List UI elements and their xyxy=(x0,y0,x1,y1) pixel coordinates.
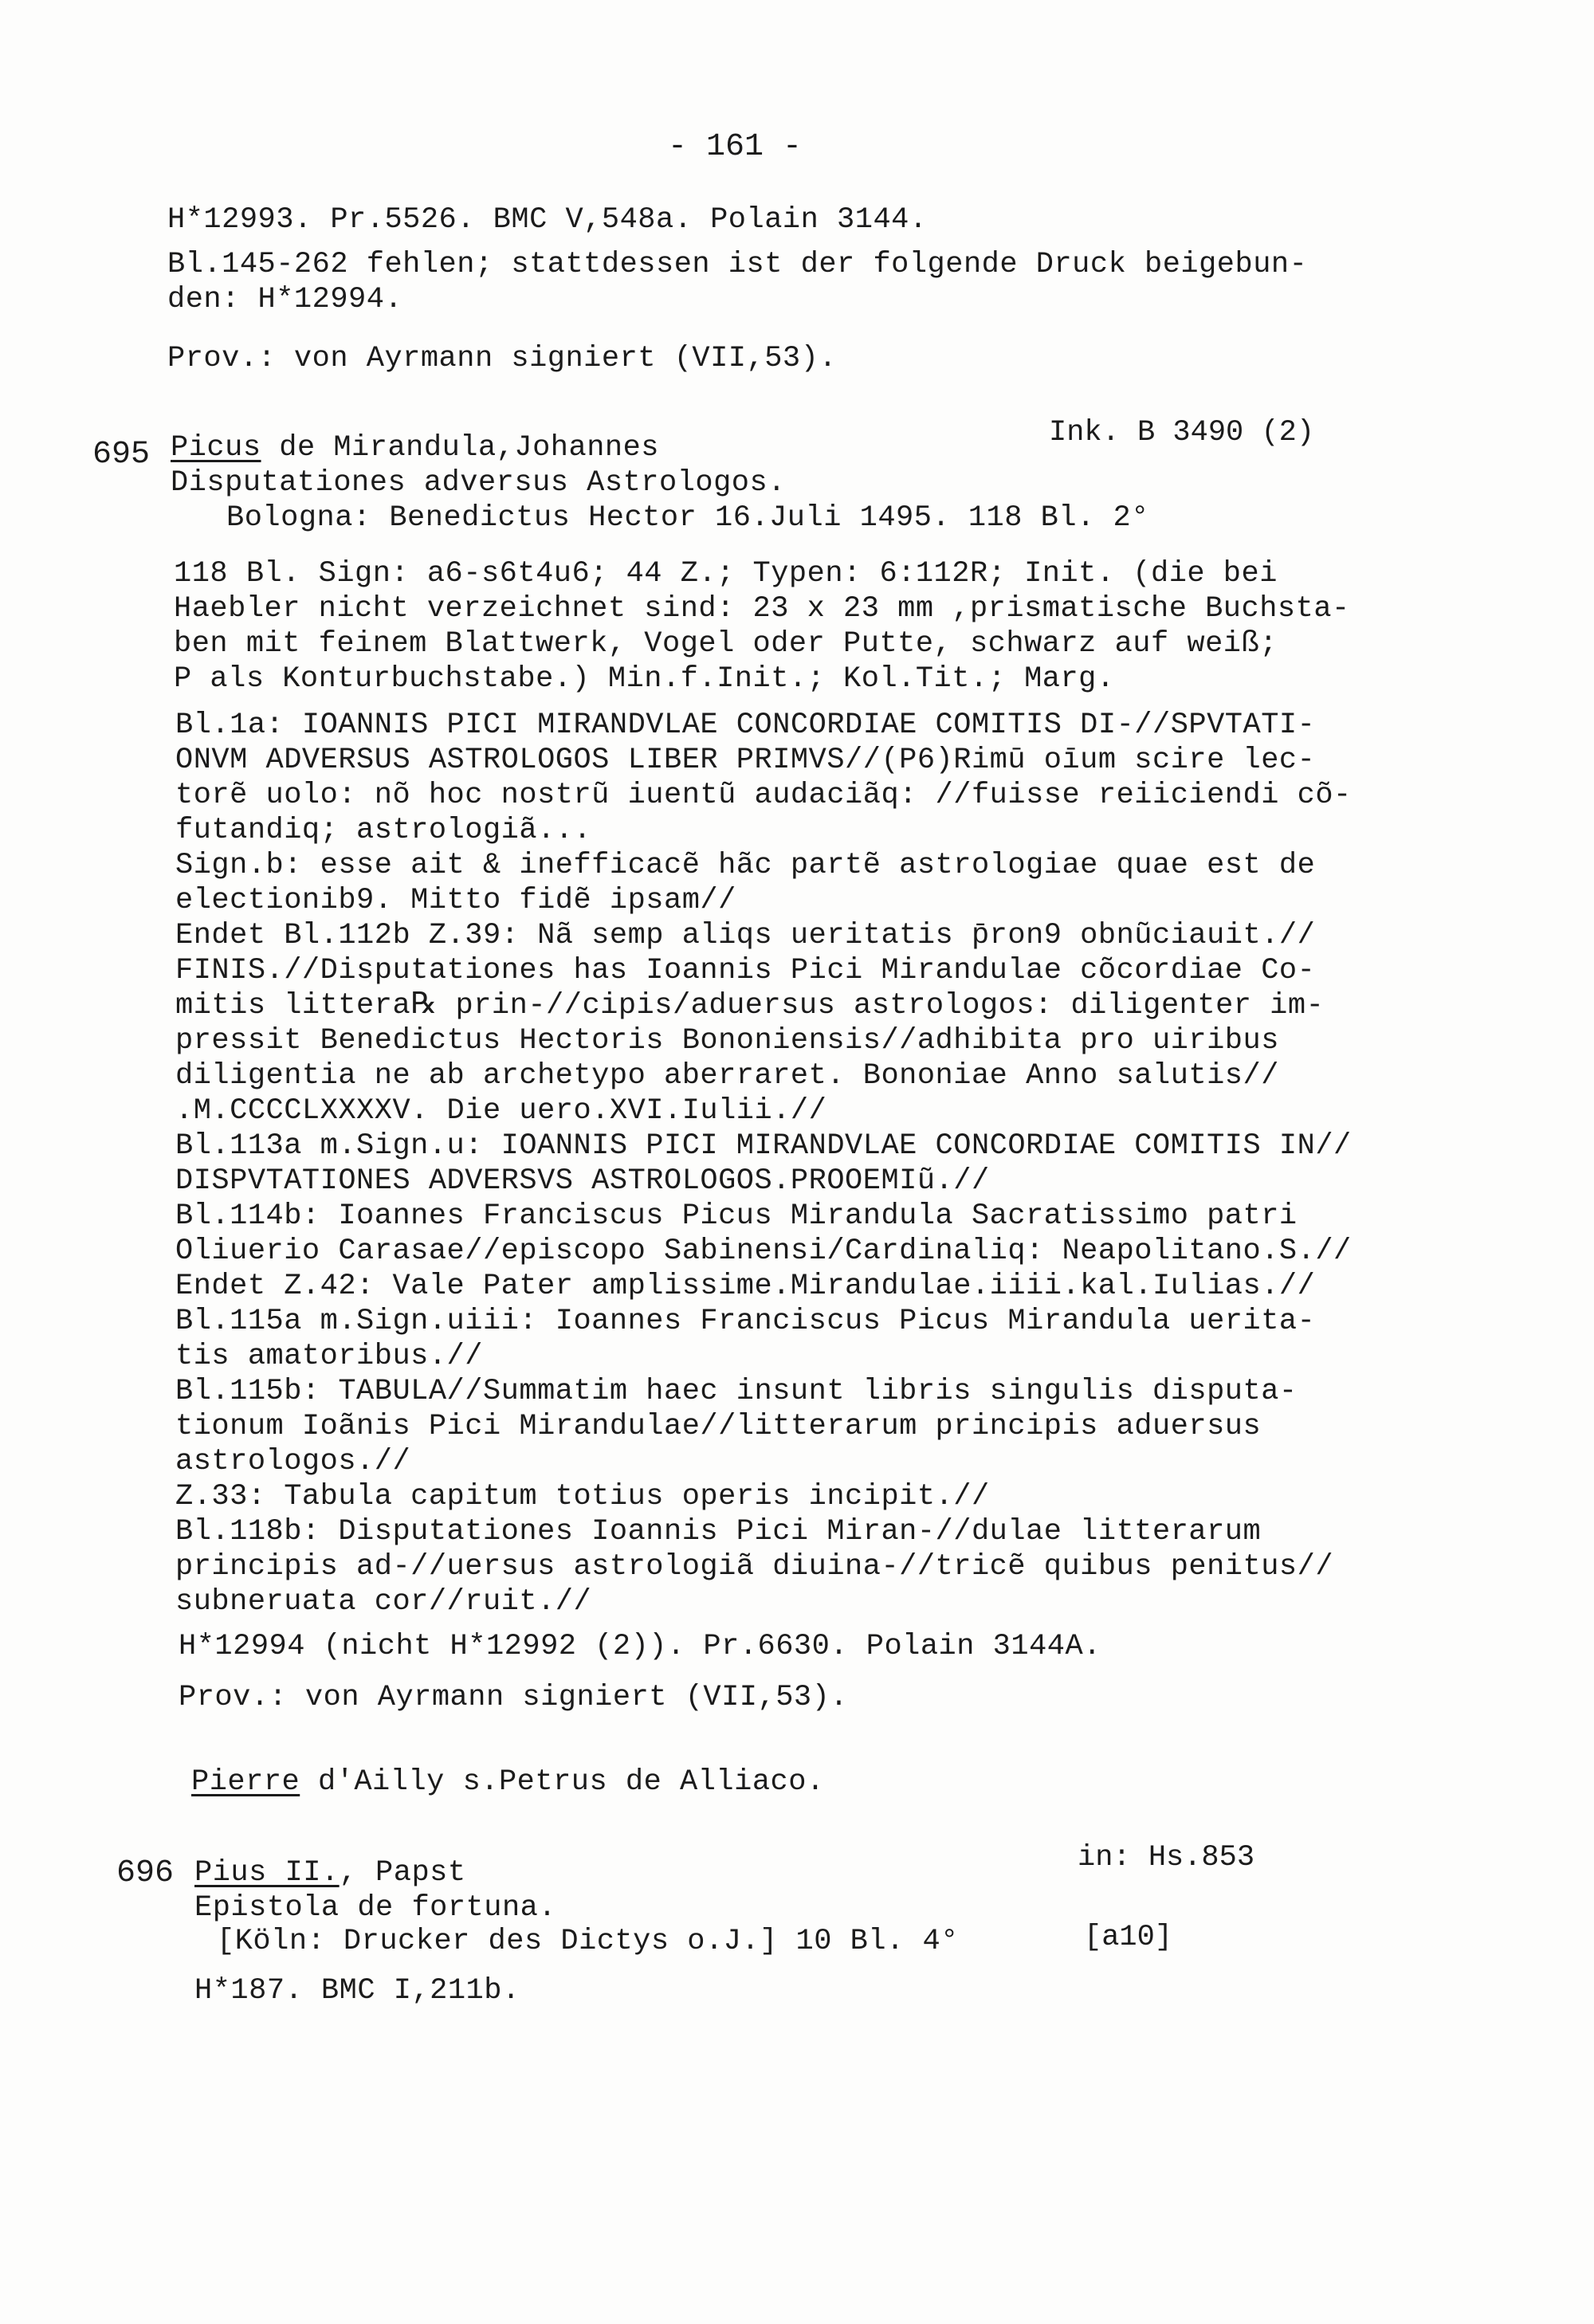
description-line: ben mit feinem Blattwerk, Vogel oder Putte, schwarz auf weiß; xyxy=(174,627,1278,661)
imprint: [Köln: Drucker des Dictys o.J.] 10 Bl. 4° xyxy=(217,1925,959,1958)
transcription-line: mitis littera℞ prin-//cipis/aduersus astrologos: diligenter im- xyxy=(175,989,1325,1023)
cross-ref-rest: d'Ailly s.Petrus de Alliaco. xyxy=(300,1765,825,1799)
description-line: P als Konturbuchstabe.) Min.f.Init.; Kol.Tit.; Marg. xyxy=(174,662,1115,696)
entry-695-refs: H*12994 (nicht H*12992 (2)). Pr.6630. Polain 3144A. xyxy=(179,1630,1101,1663)
transcription-line: .M.CCCCLXXXXV. Die uero.XVI.Iulii.// xyxy=(175,1094,827,1128)
entry-694-note-line: Bl.145-262 fehlen; stattdessen ist der folgende Druck beigebun- xyxy=(167,248,1308,281)
transcription-line: subneruata cor//ruit.// xyxy=(175,1585,592,1619)
page-number: - 161 - xyxy=(668,129,803,165)
entry-number: 696 xyxy=(116,1855,175,1891)
entry-heading xyxy=(194,1855,466,1890)
transcription-line: Bl.115a m.Sign.uiii: Ioannes Franciscus Picus Mirandula uerita- xyxy=(175,1305,1316,1338)
transcription-line: electionib9. Mitto fidẽ ipsam// xyxy=(175,884,736,917)
heading-name: Pius II. xyxy=(194,1856,340,1890)
cross-reference xyxy=(191,1765,825,1800)
work-title: Epistola de fortuna. xyxy=(194,1891,557,1925)
transcription-line: tionum Ioãnis Pici Mirandulae//litterarum principis aduersus xyxy=(175,1410,1262,1443)
transcription-line: Bl.114b: Ioannes Franciscus Picus Mirandula Sacratissimo patri xyxy=(175,1199,1298,1233)
transcription-line: diligentia ne ab archetypo aberraret. Bononiae Anno salutis// xyxy=(175,1059,1279,1093)
entry-696-refs: H*187. BMC I,211b. xyxy=(194,1974,520,2008)
transcription-line: Sign.b: esse ait & inefficacẽ hãc partẽ astrologiae quae est de xyxy=(175,849,1316,882)
entry-695-provenance: Prov.: von Ayrmann signiert (VII,53). xyxy=(179,1681,849,1714)
transcription-line: FINIS.//Disputationes has Ioannis Pici Mirandulae cõcordiae Co- xyxy=(175,954,1316,987)
transcription-line: principis ad-//uersus astrologiã diuina-//tricẽ quibus penitus// xyxy=(175,1550,1334,1584)
transcription-line: Bl.1a: IOANNIS PICI MIRANDVLAE CONCORDIAE COMITIS DI-//SPVTATI- xyxy=(175,709,1316,742)
description-line: 118 Bl. Sign: a6-s6t4u6; 44 Z.; Typen: 6:112R; Init. (die bei xyxy=(174,557,1278,591)
transcription-line: DISPVTATIONES ADVERSVS ASTROLOGOS.PROOEMIũ.// xyxy=(175,1164,990,1198)
transcription-line: futandiq; astrologiã... xyxy=(175,814,592,847)
transcription-line: Oliuerio Carasae//episcopo Sabinensi/Cardinaliq: Neapolitano.S.// xyxy=(175,1235,1352,1268)
heading-rest: de Mirandula,Johannes xyxy=(261,431,660,465)
entry-694-refs: H*12993. Pr.5526. BMC V,548a. Polain 3144. xyxy=(167,203,928,237)
transcription-line: Bl.118b: Disputationes Ioannis Pici Miran-//dulae litterarum xyxy=(175,1515,1262,1549)
transcription-line: torẽ uolo: nõ hoc nostrũ iuentũ audaciãq: //fuisse reiiciendi cõ- xyxy=(175,779,1352,812)
transcription-line: ONVM ADVERSUS ASTROLOGOS LIBER PRIMVS//(P6)Rimū oīum scire lec- xyxy=(175,744,1316,777)
shelfmark: in: Hs.853 xyxy=(1078,1841,1255,1875)
work-title: Disputationes adversus Astrologos. xyxy=(171,466,786,500)
transcription-line: Bl.113a m.Sign.u: IOANNIS PICI MIRANDVLAE CONCORDIAE COMITIS IN// xyxy=(175,1129,1352,1163)
heading-name: Picus xyxy=(171,431,261,465)
transcription-line: Z.33: Tabula capitum totius operis incipit.// xyxy=(175,1480,990,1513)
collation: [a10] xyxy=(1084,1921,1173,1954)
shelfmark: Ink. B 3490 (2) xyxy=(1049,416,1315,449)
transcription-line: Bl.115b: TABULA//Summatim haec insunt libris singulis disputa- xyxy=(175,1375,1298,1408)
transcription-line: Endet Bl.112b Z.39: Nã semp aliqs ueritatis p̄ron9 obnũciauit.// xyxy=(175,919,1316,952)
entry-number: 695 xyxy=(92,437,151,473)
entry-heading xyxy=(171,430,659,465)
entry-694-provenance: Prov.: von Ayrmann signiert (VII,53). xyxy=(167,342,838,375)
transcription-line: Endet Z.42: Vale Pater amplissime.Mirandulae.iiii.kal.Iulias.// xyxy=(175,1270,1316,1303)
transcription-line: pressit Benedictus Hectoris Bononiensis//adhibita pro uiribus xyxy=(175,1024,1279,1058)
description-line: Haebler nicht verzeichnet sind: 23 x 23 mm ,prismatische Buchsta- xyxy=(174,592,1350,626)
transcription-line: astrologos.// xyxy=(175,1445,411,1478)
imprint: Bologna: Benedictus Hector 16.Juli 1495. 118 Bl. 2° xyxy=(226,501,1149,535)
transcription-line: tis amatoribus.// xyxy=(175,1340,483,1373)
heading-rest: , Papst xyxy=(339,1856,466,1890)
cross-ref-name: Pierre xyxy=(191,1765,300,1799)
entry-694-note-line: den: H*12994. xyxy=(167,283,403,316)
